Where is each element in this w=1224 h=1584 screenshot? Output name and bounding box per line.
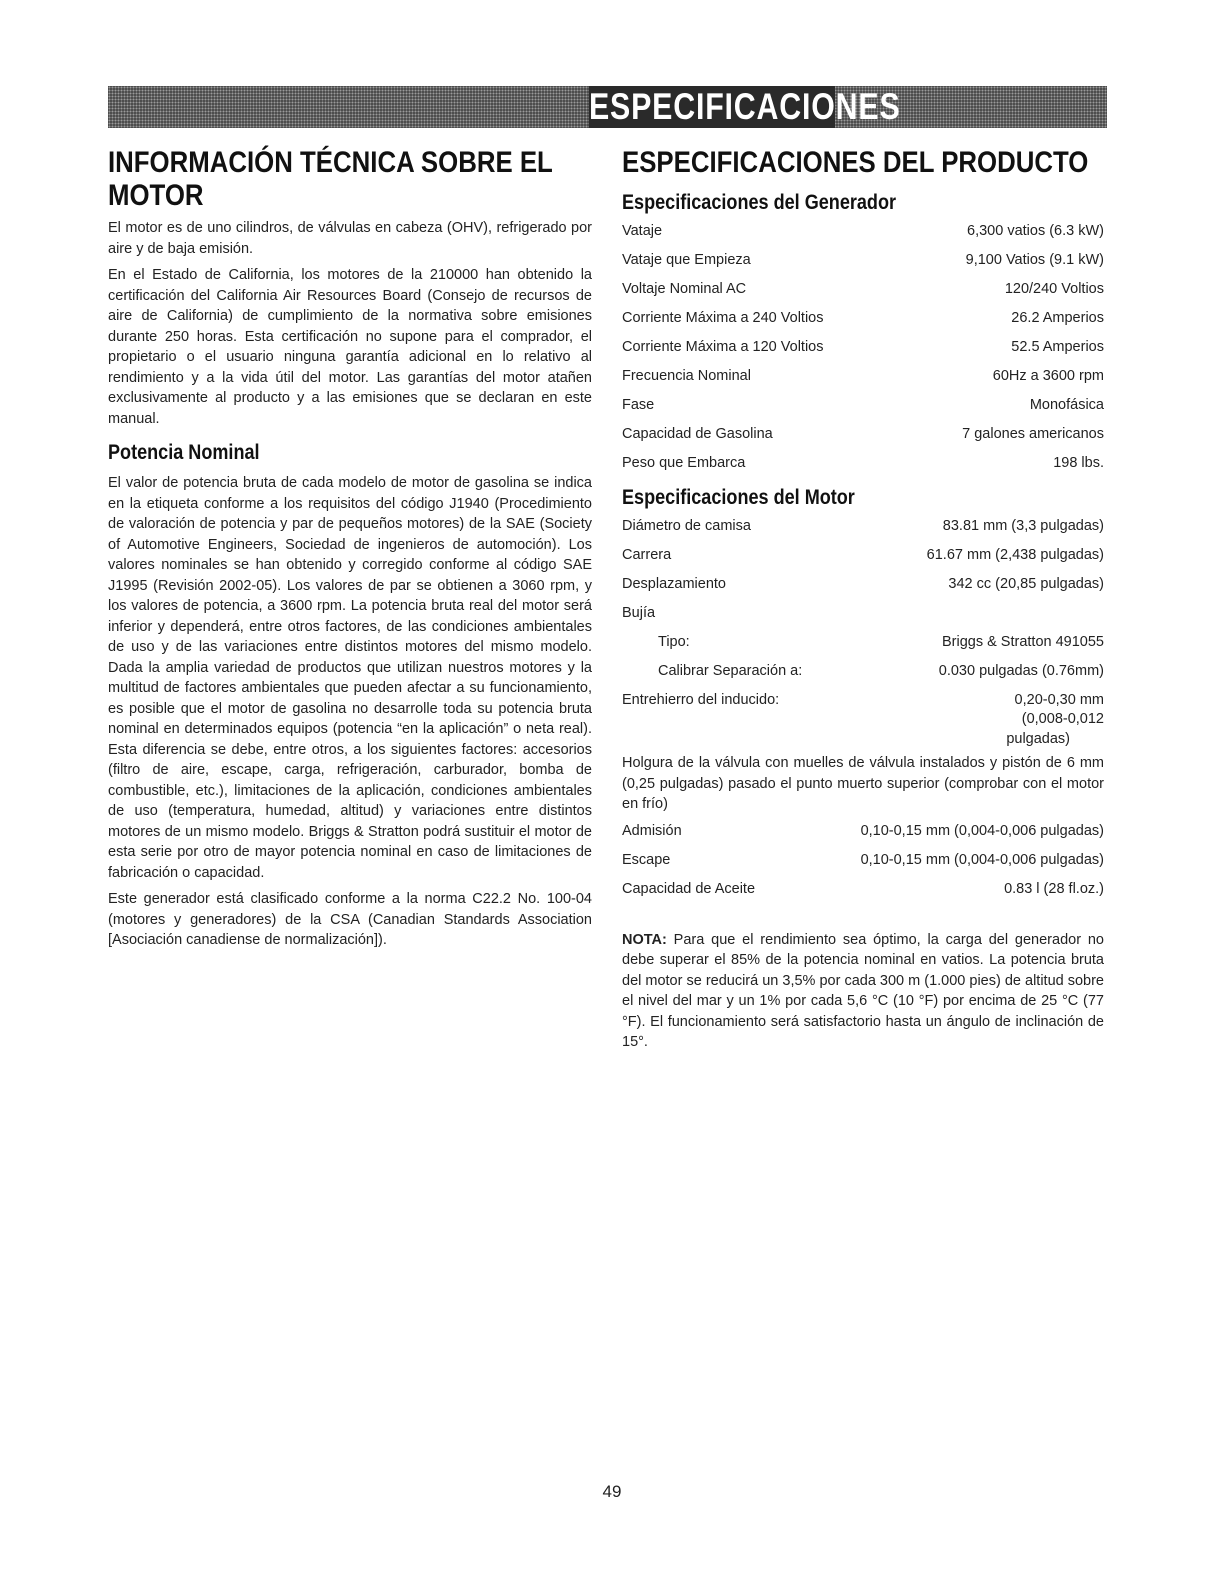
potencia-nominal-heading: Potencia Nominal (108, 441, 260, 464)
spec-label: Escape (622, 851, 671, 868)
leader-dots (755, 266, 962, 267)
spec-value: 7 galones americanos (962, 426, 1104, 442)
page-number: 49 (602, 1482, 622, 1501)
holgura-paragraph: Holgura de la válvula con muelles de válvula instalados y pistón de 6 mm (0,25 pulgadas) pasado el punto muerto superior (comprobar con el motor en frío) (622, 755, 1104, 812)
spec-value: 9,100 Vatios (9.1 kW) (965, 252, 1104, 268)
spec-value: 61.67 mm (2,438 pulgadas) (926, 547, 1104, 563)
csa-paragraph: Este generador está clasificado conforme a la norma C22.2 No. 100-04 (motores y generadores) de la CSA (Canadian Standards Association [Asociación canadiense de normalización]). (108, 891, 592, 948)
leader-dots (750, 295, 1001, 296)
leader-dots (694, 648, 938, 649)
engine-info-heading: INFORMACIÓN TÉCNICA SOBRE EL MOTOR (108, 146, 553, 212)
leader-dots (755, 382, 989, 383)
spec-row (622, 846, 1104, 875)
generator-specs-heading: Especificaciones del Generador (622, 191, 897, 214)
spec-label: Calibrar Separación a: (658, 663, 803, 679)
spec-row (622, 275, 1104, 304)
spec-row (622, 512, 1104, 541)
spec-row (622, 541, 1104, 570)
nota-text: Para que el rendimiento sea óptimo, la carga del generador no debe superar el 85% de la potencia nominal en vatios. La potencia bruta del motor se reducirá un 3,5% por cada 300 m (1.000 pies) de altitud sobre el nivel del mar y un 1% por cada 5,6 °C (10 °F) por encima de 25 °C (77 °F). El funcionamiento será satisfactorio hasta un ángulo de inclinación de 15°. (622, 931, 1104, 1050)
potencia-paragraph: El valor de potencia bruta de cada modelo de motor de gasolina se indica en la etiqueta conforme a los requisitos del código J1940 (Procedimiento de valoración de potencia y par de pequeños motores) de la SAE (Society of Automotive Engineers, Sociedad de ingenieros de automoción). Los valores nominales se han obtenido y corregido conforme al código SAE J1995 (Revisión 2002-05). Los valores de par se obtienen a 3060 rpm, y los valores de potencia, a 3600 rpm. La potencia bruta real del motor será inferior y dependerá, entre otros factores, de las condiciones ambientales de uso y de las variaciones entre distintos motores del mismo modelo. Dada la amplia variedad de productos que utilizan nuestros motores y la multitud de factores ambientales que pueden afectar a su funcionamiento, es posible que el motor de gasolina no desarrolle toda su potencia bruta nominal en determinados equipos (potencia “en la aplicación” o neta real). Esta diferencia se debe, entre otros, a los siguientes factores: accesorios (filtro de aire, escape, carga, refrigeración, carburador, bomba de combustible, etc.), limitaciones de la aplicación, condiciones ambientales de uso (temperatura, humedad, altitud) y variaciones entre distintos motores de un mismo modelo. Briggs & Stratton podrá sustituir el motor de esta serie por otro de mayor potencia nominal en caso de limitaciones de fabricación o capacidad. (108, 475, 592, 881)
bujia-label: Bujía (622, 605, 656, 621)
spec-value: Monofásica (1029, 397, 1104, 413)
spec-value: 60Hz a 3600 rpm (992, 368, 1104, 384)
spec-label: Capacidad de Aceite (622, 880, 756, 897)
title-banner (108, 86, 1107, 128)
spec-row (622, 875, 1104, 904)
entrehierro-value-line3: pulgadas) (1006, 731, 1070, 747)
spec-row (622, 246, 1104, 275)
motor-specs-heading: Especificaciones del Motor (622, 486, 855, 509)
spec-label: Tipo: (658, 634, 690, 650)
spec-value: 83.81 mm (3,3 pulgadas) (942, 518, 1104, 534)
spec-row (622, 362, 1104, 391)
spec-label: Corriente Máxima a 120 Voltios (622, 339, 824, 355)
spec-row (622, 304, 1104, 333)
leader-dots (730, 590, 944, 591)
spec-label: Vataje que Empieza (622, 252, 751, 268)
spec-label: Admisión (622, 822, 682, 839)
leader-dots (755, 532, 939, 533)
spec-row (622, 628, 1104, 657)
spec-label: Vataje (622, 223, 663, 239)
spec-row (622, 570, 1104, 599)
spec-value: 0.030 pulgadas (0.76mm) (938, 663, 1104, 679)
spec-row (622, 420, 1104, 449)
spec-value: 0,10-0,15 mm (0,004-0,006 pulgadas) (860, 851, 1104, 868)
product-specs-heading: ESPECIFICACIONES DEL PRODUCTO (622, 146, 1089, 179)
right-column (622, 146, 1104, 1053)
spec-value: 0,20-0,30 mm (1014, 692, 1104, 708)
spec-label: Frecuencia Nominal (622, 368, 751, 384)
leader-dots (759, 895, 1000, 896)
leader-dots (777, 440, 958, 441)
spec-value: 342 cc (20,85 pulgadas) (948, 576, 1104, 592)
entrehierro-value-cont (622, 709, 1104, 749)
spec-label: Peso que Embarca (622, 455, 746, 471)
leader-dots (686, 837, 857, 838)
nota-label: NOTA: (622, 931, 667, 948)
spec-value: 52.5 Amperios (1011, 339, 1104, 355)
spec-label: Diámetro de camisa (622, 518, 751, 534)
motor-specs-list (622, 512, 1104, 904)
spec-label: Desplazamiento (622, 576, 726, 592)
spec-row (622, 217, 1104, 246)
spec-label: Fase (622, 397, 655, 413)
california-paragraph: En el Estado de California, los motores de la 210000 han obtenido la certificación del California Air Resources Board (Consejo de recursos de aire de California) de cumplimiento de la normativa sobre emisiones durante 250 horas. Esta certificación no supone para el comprador, el propietario o el usuario ninguna garantía adicional en lo relativo al rendimiento y a la vida útil del motor. Las garantías del motor atañen exclusivamente al producto y a las emisiones que se declaran en este manual. (108, 267, 592, 427)
leader-dots (674, 866, 856, 867)
leader-dots (675, 561, 923, 562)
banner-title: ESPECIFICACIONES (589, 86, 901, 127)
spec-label: Capacidad de Gasolina (622, 426, 773, 442)
spec-value: Briggs & Stratton 491055 (941, 634, 1104, 650)
spec-row (622, 449, 1104, 478)
leader-dots (666, 237, 963, 238)
spec-value: 120/240 Voltios (1004, 281, 1104, 297)
leader-dots (749, 469, 1049, 470)
spec-value: 198 lbs. (1053, 455, 1104, 471)
spec-value: 0.83 l (28 fl.oz.) (1004, 880, 1104, 897)
spec-value: 6,300 vatios (6.3 kW) (967, 223, 1104, 239)
leader-dots (828, 324, 1008, 325)
left-column (108, 146, 592, 951)
spec-label: Carrera (622, 547, 672, 563)
spec-row (622, 817, 1104, 846)
leader-dots (828, 353, 1008, 354)
spec-row (622, 333, 1104, 362)
spec-row (622, 391, 1104, 420)
leader-dots (783, 706, 1010, 707)
spec-label: Corriente Máxima a 240 Voltios (622, 310, 824, 326)
spec-value: 26.2 Amperios (1011, 310, 1104, 326)
spec-label: Voltaje Nominal AC (622, 281, 747, 297)
spec-row (622, 657, 1104, 686)
leader-dots (806, 677, 934, 678)
spec-value: 0,10-0,15 mm (0,004-0,006 pulgadas) (860, 822, 1104, 839)
engine-intro-paragraph: El motor es de uno cilindros, de válvulas en cabeza (OHV), refrigerado por aire y de baja emisión. (108, 220, 592, 257)
spec-label: Entrehierro del inducido: (622, 692, 780, 708)
leader-dots (658, 411, 1026, 412)
nota-paragraph (622, 930, 1104, 1053)
generator-specs-list (622, 217, 1104, 478)
entrehierro-value-line2: (0,008-0,012 (1021, 711, 1104, 727)
